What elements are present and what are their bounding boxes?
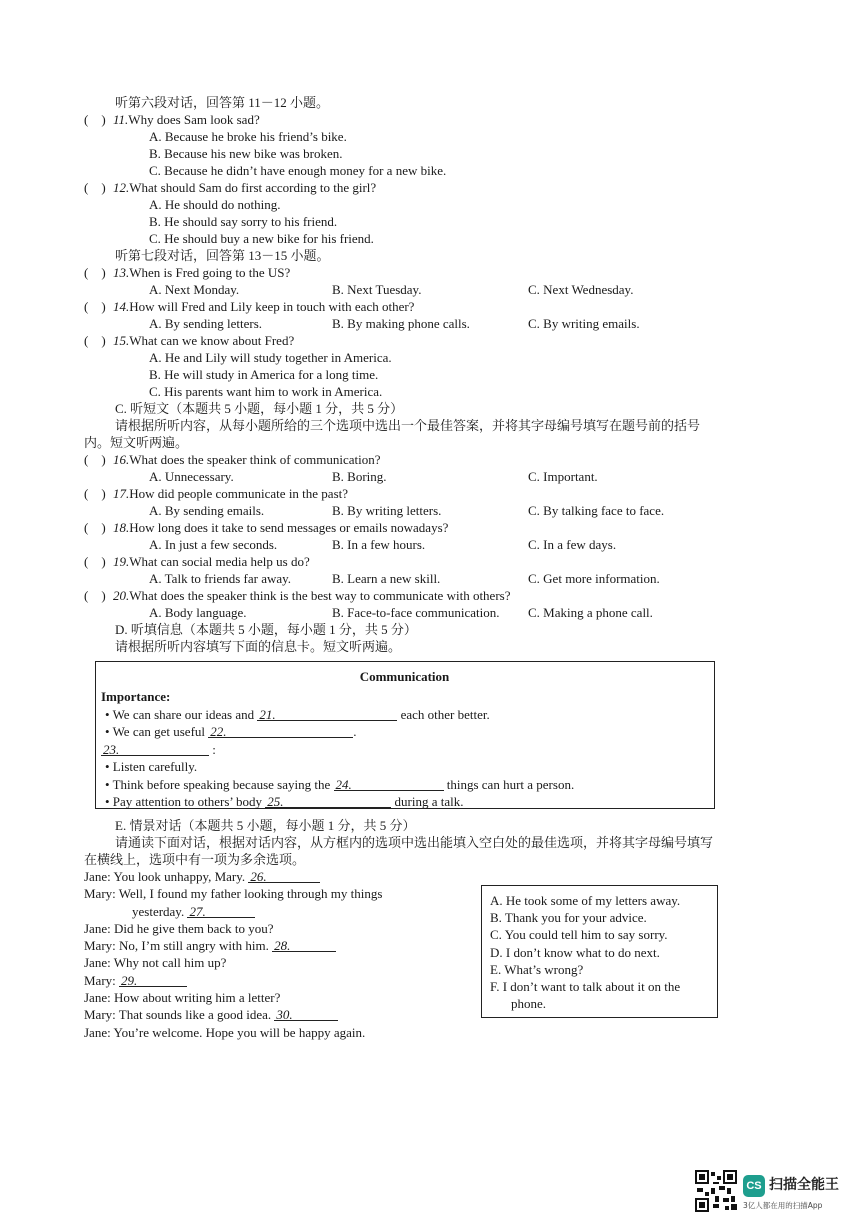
blank-number: 22.	[210, 724, 227, 739]
question-text: How did people communicate in the past?	[129, 486, 349, 501]
question-18	[84, 519, 724, 536]
question-text: What can social media help us do?	[129, 554, 310, 569]
option-13c: C. Next Wednesday.	[528, 282, 634, 297]
answer-bracket-19[interactable]: ( )	[84, 554, 106, 569]
options-box	[481, 885, 718, 1018]
option-b: B. Thank you for your advice.	[490, 910, 647, 926]
answer-bracket-17[interactable]: ( )	[84, 486, 106, 501]
answer-bracket-12[interactable]: ( )	[84, 180, 106, 195]
option-16c: C. Important.	[528, 469, 598, 484]
options-20	[84, 604, 724, 621]
dialog-line-2: Mary: Well, I found my father looking through my things	[84, 886, 383, 902]
question-number: 12.	[113, 180, 130, 195]
option-17b: B. By writing letters.	[332, 503, 442, 518]
card-text: • Think before speaking because saying the	[105, 776, 331, 792]
question-number: 16.	[113, 452, 130, 467]
card-text: • Pay attention to others’ body	[105, 794, 263, 809]
option-12c: C. He should buy a new bike for his friend.	[149, 231, 374, 246]
dialog-line-5	[84, 937, 464, 954]
dialog-line-7	[84, 972, 464, 989]
card-text: • We can share our ideas and	[105, 706, 255, 722]
card-text: • We can get useful	[105, 724, 206, 739]
card-text: each other better.	[400, 706, 490, 722]
section-e-header	[84, 817, 724, 868]
blank-28[interactable]	[272, 937, 336, 952]
camscanner-logo-icon: CS	[743, 1175, 765, 1197]
option-19b: B. Learn a new skill.	[332, 571, 441, 586]
option-13b: B. Next Tuesday.	[332, 282, 422, 297]
question-text: What does the speaker think is the best way to communicate with others?	[129, 588, 511, 603]
option-12b: B. He should say sorry to his friend.	[149, 214, 338, 229]
option-17a: A. By sending emails.	[149, 503, 265, 518]
section-d-instruction: 请根据所听内容填写下面的信息卡。短文听两遍。	[115, 639, 402, 654]
option-11a: A. Because he broke his friend’s bike.	[149, 129, 347, 144]
camscanner-brand-name: 扫描全能王	[769, 1177, 839, 1193]
dialog-line-4: Jane: Did he give them back to you?	[84, 920, 274, 936]
blank-21[interactable]	[257, 706, 397, 721]
option-18b: B. In a few hours.	[332, 537, 426, 552]
option-19a: A. Talk to friends far away.	[149, 571, 292, 586]
option-d: D. I don’t know what to do next.	[490, 944, 660, 960]
card-title: Communication	[359, 669, 450, 684]
card-line-5	[101, 776, 708, 794]
options-17	[84, 502, 724, 519]
blank-27[interactable]	[187, 903, 255, 918]
blank-number: 21.	[259, 706, 276, 722]
card-text: things can hurt a person.	[446, 776, 575, 792]
option-15b: B. He will study in America for a long time.	[149, 367, 379, 382]
option-f: F. I don’t want to talk about it on the	[490, 978, 681, 994]
blank-26[interactable]	[248, 868, 320, 883]
card-text: during a talk.	[394, 794, 464, 809]
info-card	[95, 661, 715, 809]
question-number: 15.	[113, 333, 130, 348]
answer-bracket-18[interactable]: ( )	[84, 520, 106, 535]
blank-24[interactable]	[334, 776, 444, 791]
answer-bracket-11[interactable]: ( )	[84, 112, 106, 127]
option-17c: C. By talking face to face.	[528, 503, 665, 518]
section-d-title: D. 听填信息（本题共 5 小题，每小题 1 分，共 5 分）	[115, 622, 417, 637]
blank-30[interactable]	[274, 1006, 338, 1021]
card-line-6	[101, 793, 708, 811]
dialog-line-9	[84, 1006, 464, 1023]
question-text: What can we know about Fred?	[129, 333, 295, 348]
question-number: 13.	[113, 265, 130, 280]
dialog-line-10: Jane: You’re welcome. Hope you will be happy again.	[84, 1024, 366, 1040]
section-e-instruction: 请通读下面对话，根据对话内容，从方框内的选项中选出能填入空白处的最佳选项，并将其字母编号填写在横线上，选项中有一项为多余选项。	[84, 835, 714, 867]
card-text: .	[353, 724, 357, 739]
question-number: 19.	[113, 554, 130, 569]
question-17	[84, 485, 724, 502]
blank-number: 23.	[103, 741, 120, 757]
question-text: How will Fred and Lily keep in touch with each other?	[129, 299, 415, 314]
dialog-text: Jane: You look unhappy, Mary.	[84, 869, 246, 884]
question-text: What does the speaker think of communication?	[129, 452, 381, 467]
questions-area	[84, 94, 724, 655]
option-12a: A. He should do nothing.	[149, 197, 281, 212]
option-20a: A. Body language.	[149, 605, 247, 620]
card-line-1	[101, 706, 708, 724]
option-14a: A. By sending letters.	[149, 316, 263, 331]
part6-intro: 听第六段对话，回答第 11－12 小题。	[115, 95, 330, 110]
question-15	[84, 332, 724, 349]
option-14c: C. By writing emails.	[528, 316, 640, 331]
question-number: 14.	[113, 299, 130, 314]
answer-bracket-15[interactable]: ( )	[84, 333, 106, 348]
blank-23[interactable]	[101, 741, 209, 756]
option-11b: B. Because his new bike was broken.	[149, 146, 343, 161]
card-line-2	[101, 723, 708, 741]
card-importance-heading: Importance:	[101, 689, 171, 704]
blank-number: 28.	[274, 938, 291, 954]
question-number: 17.	[113, 486, 130, 501]
blank-22[interactable]	[208, 723, 353, 738]
option-16a: A. Unnecessary.	[149, 469, 234, 484]
dialog-text: yesterday.	[132, 903, 185, 919]
blank-number: 25.	[267, 794, 284, 809]
dialog-line-8: Jane: How about writing him a letter?	[84, 990, 281, 1006]
answer-bracket-13[interactable]: ( )	[84, 265, 106, 280]
question-text: What should Sam do first according to the girl?	[129, 180, 377, 195]
options-19	[84, 570, 724, 587]
question-number: 11.	[113, 112, 129, 127]
option-20c: C. Making a phone call.	[528, 605, 653, 620]
option-e: E. What’s wrong?	[490, 961, 584, 977]
dialog-line-3	[84, 903, 464, 920]
card-line-3	[101, 741, 708, 759]
dialog	[84, 868, 464, 1041]
question-13	[84, 264, 724, 281]
blank-25[interactable]	[265, 793, 391, 808]
question-11	[84, 111, 724, 128]
section-c-title: C. 听短文（本题共 5 小题，每小题 1 分，共 5 分）	[115, 401, 404, 416]
question-number: 20.	[113, 588, 130, 603]
blank-number: 29.	[121, 972, 138, 988]
question-12	[84, 179, 724, 196]
dialog-line-1	[84, 868, 464, 885]
option-14b: B. By making phone calls.	[332, 316, 470, 331]
options-18	[84, 536, 724, 553]
part7-intro: 听第七段对话，回答第 13－15 小题。	[115, 248, 330, 263]
options-14	[84, 315, 724, 332]
option-13a: A. Next Monday.	[149, 282, 240, 297]
option-20b: B. Face-to-face communication.	[332, 605, 500, 620]
option-18a: A. In just a few seconds.	[149, 537, 278, 552]
blank-number: 24.	[335, 776, 352, 792]
option-11c: C. Because he didn’t have enough money for a new bike.	[149, 163, 447, 178]
blank-number: 26.	[250, 869, 267, 884]
question-text: How long does it take to send messages or emails nowadays?	[129, 520, 449, 535]
dialog-text: Mary: No, I’m still angry with him.	[84, 938, 269, 954]
dialog-line-6: Jane: Why not call him up?	[84, 955, 227, 971]
option-18c: C. In a few days.	[528, 537, 617, 552]
question-16	[84, 451, 724, 468]
blank-number: 27.	[189, 903, 206, 919]
blank-29[interactable]	[119, 972, 187, 987]
question-19	[84, 553, 724, 570]
options-16	[84, 468, 724, 485]
card-text: :	[212, 741, 216, 757]
option-15a: A. He and Lily will study together in America.	[149, 350, 392, 365]
option-15c: C. His parents want him to work in America.	[149, 384, 383, 399]
option-19c: C. Get more information.	[528, 571, 660, 586]
question-number: 18.	[113, 520, 130, 535]
question-14	[84, 298, 724, 315]
question-text: Why does Sam look sad?	[128, 112, 260, 127]
option-f-cont: phone.	[511, 996, 547, 1012]
section-e-title: E. 情景对话（本题共 5 小题，每小题 1 分，共 5 分）	[115, 818, 416, 833]
qr-code-icon	[695, 1170, 737, 1212]
answer-bracket-14[interactable]: ( )	[84, 299, 106, 314]
section-c-instruction: 请根据所听内容，从每小题所给的三个选项中选出一个最佳答案，并将其字母编号填写在题号前的括号内。短文听两遍。	[84, 418, 701, 450]
dialog-text: Mary:	[84, 972, 116, 988]
camscanner-tagline: 3亿人都在用的扫描App	[743, 1201, 823, 1210]
blank-number: 30.	[276, 1007, 293, 1023]
dialog-text: Mary: That sounds like a good idea.	[84, 1007, 272, 1023]
option-a: A. He took some of my letters away.	[490, 893, 681, 908]
option-c: C. You could tell him to say sorry.	[490, 927, 668, 943]
answer-bracket-16[interactable]: ( )	[84, 452, 106, 467]
answer-bracket-20[interactable]: ( )	[84, 588, 106, 603]
question-text: When is Fred going to the US?	[129, 265, 291, 280]
question-20	[84, 587, 724, 604]
options-13	[84, 281, 724, 298]
option-16b: B. Boring.	[332, 469, 387, 484]
card-line-4: • Listen carefully.	[105, 759, 198, 774]
scanner-watermark	[695, 1170, 855, 1220]
